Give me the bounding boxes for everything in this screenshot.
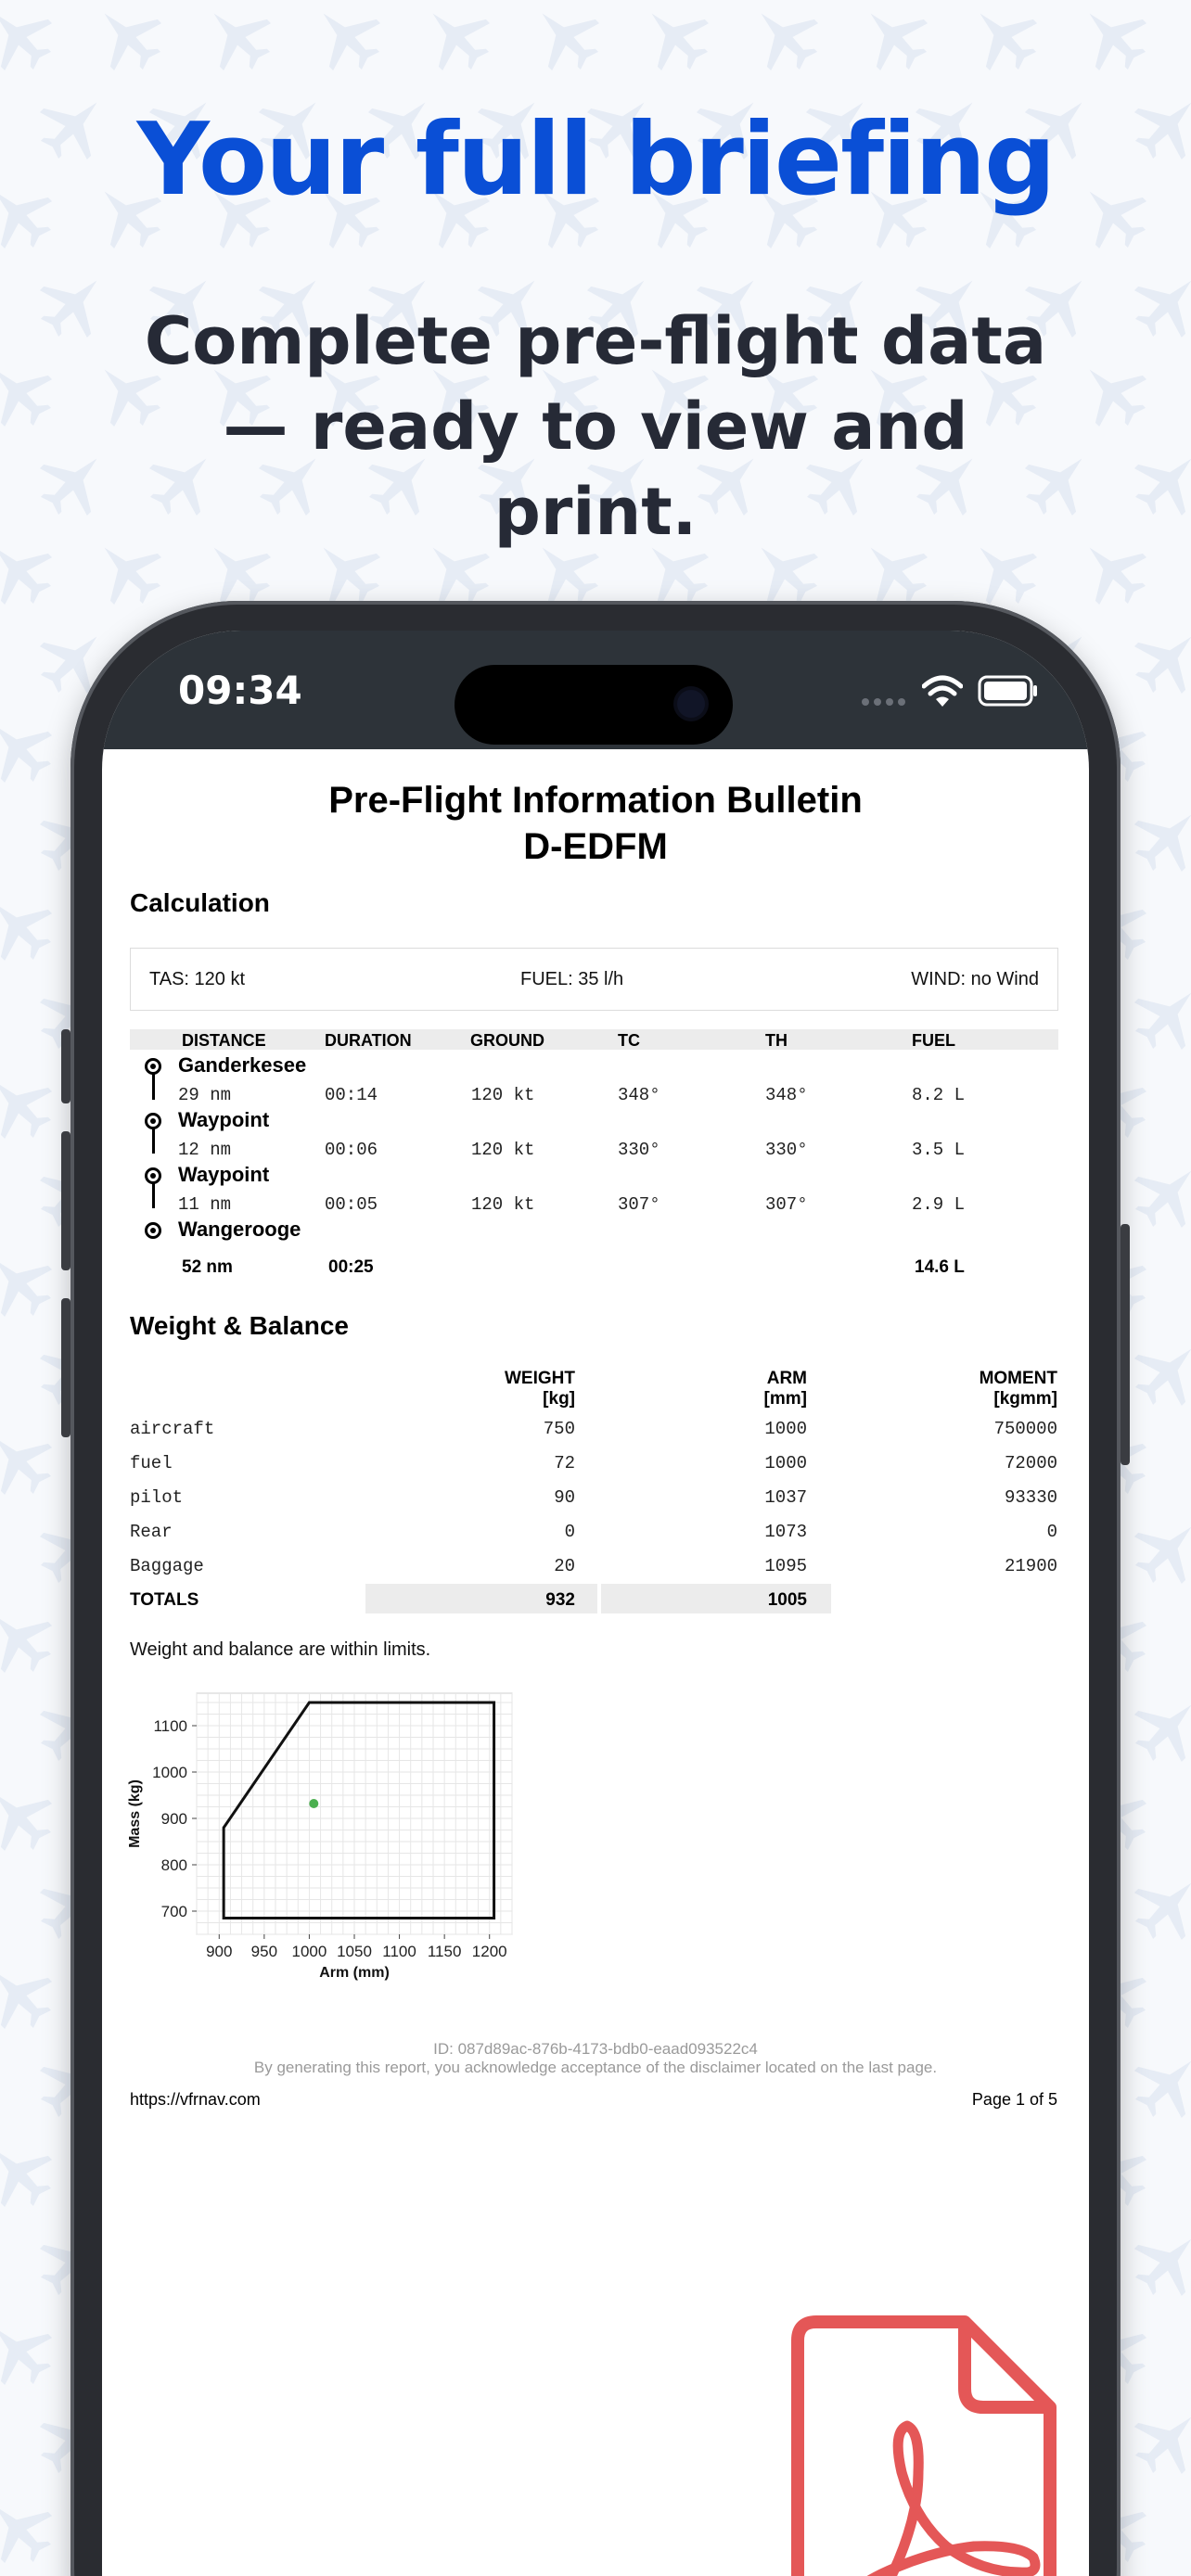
route-table-header xyxy=(130,1029,1058,1050)
wb-row-arm: 1000 xyxy=(764,1453,807,1473)
wb-row-arm: 1073 xyxy=(764,1522,807,1542)
report-id: ID: 087d89ac-876b-4173-bdb0-eaad093522c4 xyxy=(433,2040,758,2058)
weight-balance-chart xyxy=(122,1677,531,2010)
y-tick-label: 700 xyxy=(160,1903,187,1920)
airplane-pattern-icon xyxy=(1121,1859,1191,1954)
airplane-pattern-icon xyxy=(1066,346,1160,440)
airplane-pattern-icon xyxy=(1121,435,1191,529)
airplane-pattern-icon xyxy=(1175,524,1191,618)
wb-status-text: Weight and balance are within limits. xyxy=(130,1639,431,1660)
airplane-pattern-icon xyxy=(1121,1325,1191,1420)
airplane-pattern-icon xyxy=(81,0,175,84)
leg-ground: 120 kt xyxy=(471,1194,535,1215)
footer-url[interactable]: https://vfrnav.com xyxy=(130,2090,261,2109)
leg-th: 307° xyxy=(765,1194,808,1215)
tas-value: TAS: 120 kt xyxy=(149,969,246,989)
leg-ground: 120 kt xyxy=(471,1140,535,1160)
airplane-pattern-icon xyxy=(1175,1770,1191,1865)
wb-row-label: Baggage xyxy=(130,1556,204,1576)
waypoint-marker xyxy=(145,1058,161,1075)
waypoint-marker xyxy=(145,1222,161,1239)
page-indicator: Page 1 of 5 xyxy=(971,2090,1057,2109)
wb-row-label: aircraft xyxy=(130,1419,215,1439)
airplane-pattern-icon xyxy=(1175,1236,1191,1331)
airplane-pattern-icon xyxy=(1175,2304,1191,2399)
airplane-pattern-icon xyxy=(1175,1948,1191,2043)
x-tick-label: 950 xyxy=(250,1943,278,1960)
phone-screen xyxy=(102,631,1089,2576)
wb-row-arm: 1095 xyxy=(764,1556,807,1576)
wb-row-label: Rear xyxy=(130,1522,173,1542)
y-tick-label: 1000 xyxy=(152,1764,187,1781)
col-fuel: FUEL xyxy=(912,1031,955,1050)
col-distance: DISTANCE xyxy=(182,1031,266,1050)
airplane-pattern-icon xyxy=(1121,2215,1191,2310)
leg-distance: 29 nm xyxy=(178,1085,232,1105)
airplane-pattern-icon xyxy=(0,702,66,797)
airplane-pattern-icon xyxy=(0,1770,66,1865)
fuel-rate-value: FUEL: 35 l/h xyxy=(520,969,624,989)
wb-row-weight: 90 xyxy=(554,1487,575,1508)
x-tick-label: 1150 xyxy=(427,1943,462,1960)
airplane-pattern-icon xyxy=(0,1414,66,1509)
airplane-pattern-icon xyxy=(1175,702,1191,797)
airplane-pattern-icon xyxy=(1121,1503,1191,1598)
airplane-pattern-icon xyxy=(0,1058,66,1153)
airplane-pattern-icon xyxy=(847,0,941,84)
airplane-pattern-icon xyxy=(1121,1147,1191,1242)
wind-value: WIND: no Wind xyxy=(911,969,1039,989)
col-arm: ARM [mm] xyxy=(763,1369,807,1409)
headline: Your full briefing xyxy=(136,102,1055,218)
airplane-pattern-icon xyxy=(956,0,1051,84)
leg-fuel: 8.2 L xyxy=(912,1085,966,1105)
route-line xyxy=(152,1126,155,1154)
wifi-icon xyxy=(922,675,963,708)
airplane-pattern-icon xyxy=(1121,2037,1191,2132)
y-axis-label: Mass (kg) xyxy=(127,1779,143,1848)
wb-row-moment: 72000 xyxy=(1004,1453,1057,1473)
airplane-pattern-icon xyxy=(1121,2393,1191,2488)
leg-distance: 12 nm xyxy=(178,1140,232,1160)
status-time: 09:34 xyxy=(178,668,302,713)
airplane-pattern-icon xyxy=(1066,524,1160,618)
airplane-pattern-icon xyxy=(409,0,504,84)
y-tick-label: 900 xyxy=(160,1810,187,1828)
calculation-summary xyxy=(130,948,1058,1011)
leg-duration: 00:14 xyxy=(325,1085,378,1105)
airplane-pattern-icon xyxy=(0,0,66,84)
x-tick-label: 1050 xyxy=(337,1943,372,1960)
airplane-pattern-icon xyxy=(1175,1058,1191,1153)
wb-row-arm: 1037 xyxy=(764,1487,807,1508)
airplane-pattern-icon xyxy=(1066,0,1160,84)
front-camera xyxy=(677,690,705,718)
airplane-pattern-icon xyxy=(1175,2482,1191,2576)
airplane-pattern-icon xyxy=(0,2126,66,2221)
battery-icon xyxy=(978,675,1039,707)
waypoint-name: Wangerooge xyxy=(178,1218,301,1241)
col-tc: TC xyxy=(618,1031,640,1050)
leg-th: 330° xyxy=(765,1140,808,1160)
wb-row-arm: 1000 xyxy=(764,1419,807,1439)
bulletin-title: Pre-Flight Information Bulletin xyxy=(328,780,863,821)
route-line xyxy=(152,1180,155,1208)
phone-volume-down-button xyxy=(61,1298,70,1437)
airplane-pattern-icon xyxy=(26,257,121,351)
y-tick-label: 1100 xyxy=(153,1717,187,1735)
airplane-pattern-icon xyxy=(300,0,394,84)
leg-ground: 120 kt xyxy=(471,1085,535,1105)
x-tick-label: 1100 xyxy=(382,1943,416,1960)
airplane-pattern-icon xyxy=(190,0,285,84)
airplane-pattern-icon xyxy=(628,0,723,84)
leg-duration: 00:06 xyxy=(325,1140,378,1160)
subheadline: Complete pre-flight data — ready to view and print. xyxy=(144,303,1047,550)
airplane-pattern-icon xyxy=(0,880,66,975)
route-total-duration: 00:25 xyxy=(328,1257,374,1277)
airplane-pattern-icon xyxy=(0,346,66,440)
disclaimer-text: By generating this report, you acknowledge acceptance of the disclaimer located on the last page. xyxy=(253,2059,938,2076)
cg-point xyxy=(309,1799,318,1808)
waypoint-name: Ganderkesee xyxy=(178,1053,307,1077)
aircraft-registration: D-EDFM xyxy=(523,826,668,867)
waypoint-marker xyxy=(145,1167,161,1184)
phone-action-button xyxy=(61,1029,70,1103)
airplane-pattern-icon xyxy=(519,0,613,84)
x-tick-label: 1000 xyxy=(291,1943,327,1960)
airplane-pattern-icon xyxy=(1175,1592,1191,1687)
wb-row-label: fuel xyxy=(130,1453,173,1473)
wb-row-moment: 21900 xyxy=(1004,1556,1057,1576)
totals-weight: 932 xyxy=(545,1590,575,1610)
col-moment: MOMENT [kgmm] xyxy=(979,1369,1057,1409)
wb-row-weight: 750 xyxy=(543,1419,575,1439)
y-tick-label: 800 xyxy=(160,1856,187,1874)
phone-power-button xyxy=(1121,1224,1130,1465)
wb-row-moment: 93330 xyxy=(1004,1487,1057,1508)
calculation-heading: Calculation xyxy=(130,888,270,917)
airplane-pattern-icon xyxy=(1121,613,1191,708)
col-weight: WEIGHT [kg] xyxy=(505,1369,575,1409)
col-th: TH xyxy=(765,1031,788,1050)
airplane-pattern-icon xyxy=(0,524,66,618)
col-duration: DURATION xyxy=(325,1031,412,1050)
airplane-pattern-icon xyxy=(0,1236,66,1331)
status-bar xyxy=(102,631,1089,749)
airplane-pattern-icon xyxy=(0,1592,66,1687)
leg-fuel: 2.9 L xyxy=(912,1194,966,1215)
leg-fuel: 3.5 L xyxy=(912,1140,966,1160)
totals-arm: 1005 xyxy=(767,1590,807,1610)
pdf-file-icon[interactable] xyxy=(788,2315,1057,2576)
airplane-pattern-icon xyxy=(1121,257,1191,351)
waypoint-name: Waypoint xyxy=(178,1108,270,1131)
airplane-pattern-icon xyxy=(1121,969,1191,1064)
col-ground: GROUND xyxy=(470,1031,544,1050)
weight-balance-heading: Weight & Balance xyxy=(130,1311,349,1340)
airplane-pattern-icon xyxy=(1175,1414,1191,1509)
airplane-pattern-icon xyxy=(1121,2571,1191,2576)
airplane-pattern-icon xyxy=(1175,2126,1191,2221)
waypoint-marker xyxy=(145,1113,161,1129)
route-total-fuel: 14.6 L xyxy=(915,1257,965,1277)
wb-row-weight: 72 xyxy=(554,1453,575,1473)
phone-volume-up-button xyxy=(61,1131,70,1270)
airplane-pattern-icon xyxy=(1121,791,1191,886)
x-tick-label: 1200 xyxy=(471,1943,507,1960)
wb-row-weight: 20 xyxy=(554,1556,575,1576)
wb-row-label: pilot xyxy=(130,1487,184,1508)
airplane-pattern-icon xyxy=(1121,1681,1191,1776)
airplane-pattern-icon xyxy=(0,1948,66,2043)
wb-row-moment: 750000 xyxy=(993,1419,1057,1439)
x-tick-label: 900 xyxy=(206,1943,233,1960)
leg-tc: 330° xyxy=(618,1140,660,1160)
leg-distance: 11 nm xyxy=(178,1194,232,1215)
airplane-pattern-icon xyxy=(1175,880,1191,975)
leg-th: 348° xyxy=(765,1085,808,1105)
wb-row-moment: 0 xyxy=(1046,1522,1057,1542)
document-title xyxy=(102,777,1089,870)
airplane-pattern-icon xyxy=(26,435,121,529)
totals-label: TOTALS xyxy=(130,1590,199,1610)
airplane-pattern-icon xyxy=(1175,346,1191,440)
leg-tc: 307° xyxy=(618,1194,660,1215)
signal-dots-icon xyxy=(861,697,909,707)
x-axis-label: Arm (mm) xyxy=(319,1965,390,1981)
airplane-pattern-icon xyxy=(737,0,832,84)
waypoint-name: Waypoint xyxy=(178,1163,270,1186)
airplane-pattern-icon xyxy=(1175,0,1191,84)
route-total-distance: 52 nm xyxy=(182,1257,233,1277)
airplane-pattern-icon xyxy=(0,2304,66,2399)
airplane-pattern-icon xyxy=(0,2482,66,2576)
wb-row-weight: 0 xyxy=(564,1522,575,1542)
leg-tc: 348° xyxy=(618,1085,660,1105)
leg-duration: 00:05 xyxy=(325,1194,378,1215)
